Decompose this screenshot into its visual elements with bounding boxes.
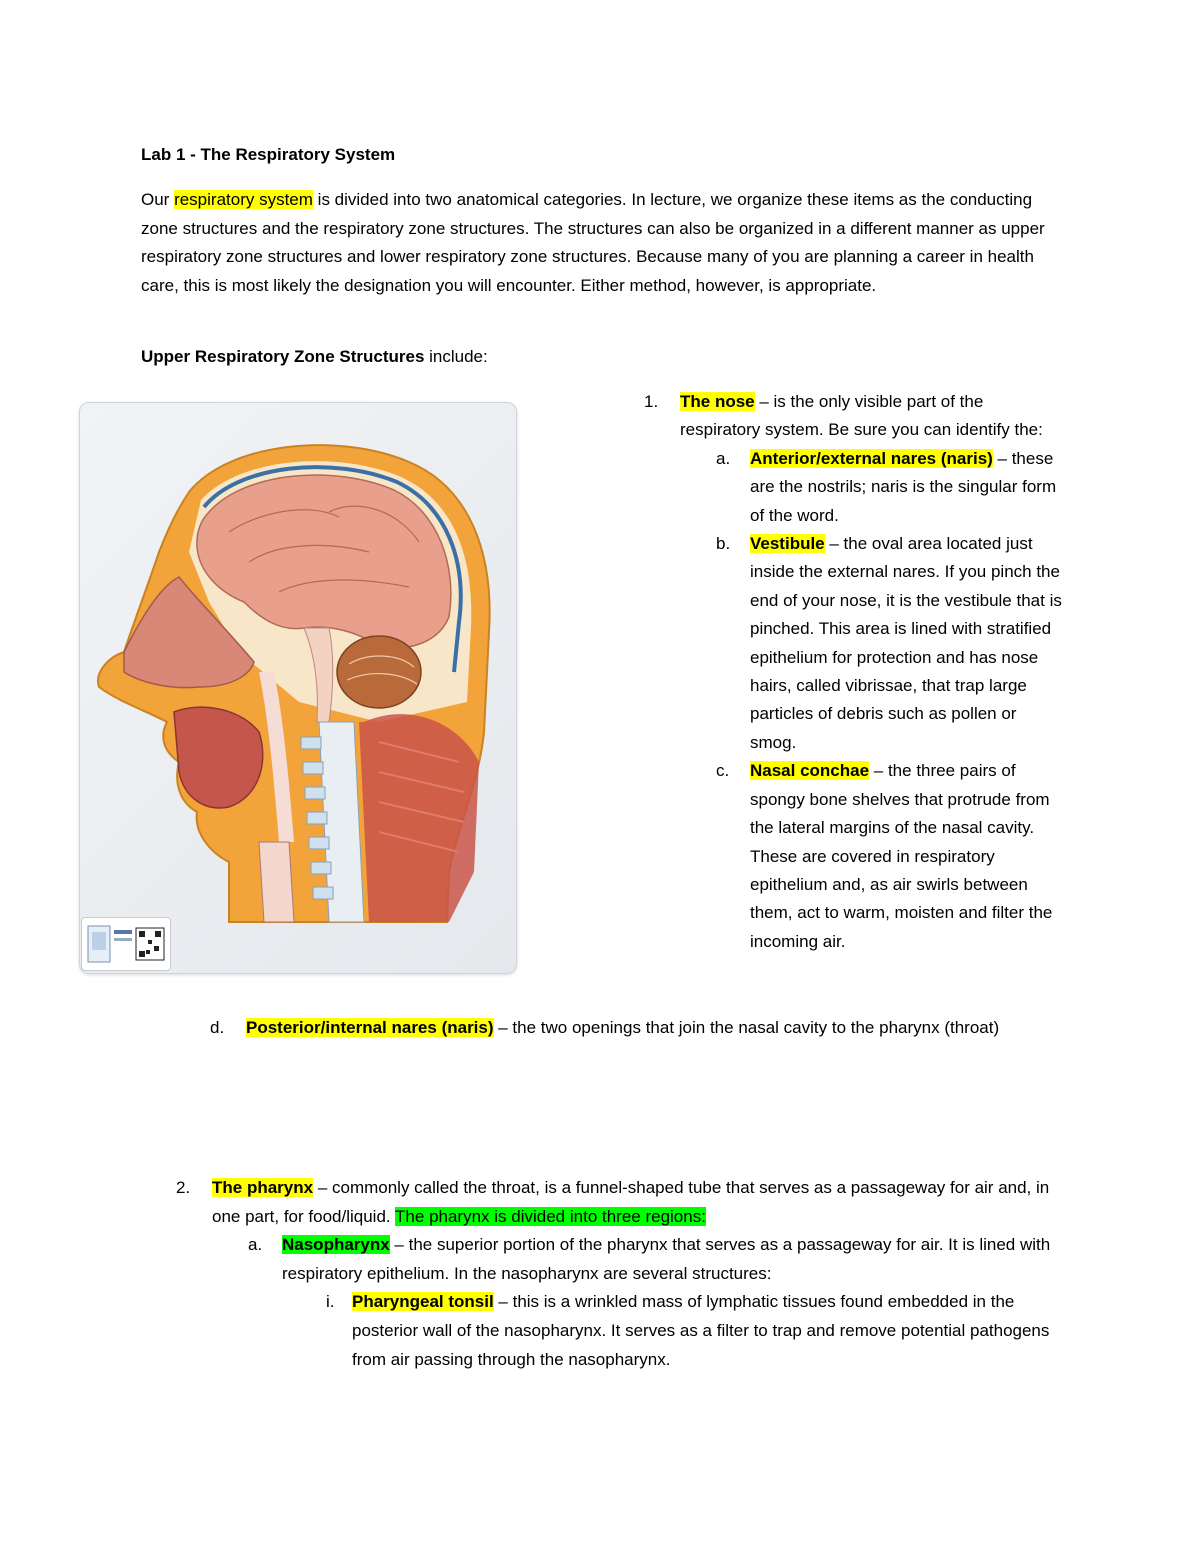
intro-highlight: respiratory system xyxy=(174,190,313,209)
section-heading-rest: include: xyxy=(424,347,488,366)
section-heading-bold: Upper Respiratory Zone Structures xyxy=(141,347,425,366)
sub-item-a-term: Anterior/external nares (naris) xyxy=(750,448,993,468)
item-2-term: The pharynx xyxy=(212,1178,314,1197)
item-1-row xyxy=(644,388,1064,445)
sagittal-head-model-icon xyxy=(79,402,515,972)
item-1-term: The nose xyxy=(680,392,755,411)
item-2-text: – commonly called the throat, is a funnel-shaped tube that serves as a passageway for air and, in one part, for food/liquid. xyxy=(212,1178,1050,1226)
sub-item-c xyxy=(644,757,1064,956)
qr-badge xyxy=(81,917,171,971)
sub-item-d-text: – the two openings that join the nasal cavity to the pharynx (throat) xyxy=(493,1018,1000,1037)
section-heading xyxy=(141,347,488,367)
pharyngeal-tonsil-text: – this is a wrinkled mass of lymphatic tissues found embedded in the posterior wall of the nasopharynx. It serves as a filter to trap and remove potential pathogens from air passing through the nasopharynx. xyxy=(352,1292,1050,1369)
sub-item-c-text: – the three pairs of spongy bone shelves that protrude from the lateral margins of the nasal cavity. These are covered in respiratory epithelium and, as air swirls between them, act to warm, moisten and filter the incoming air. xyxy=(750,761,1053,951)
page-title: Lab 1 - The Respiratory System xyxy=(141,145,396,164)
sub-item-a-marker: a. xyxy=(716,448,731,468)
sub-item-b-term: Vestibule xyxy=(750,534,825,554)
item-1-text: – is the only visible part of the respiratory system. Be sure you can identify the: xyxy=(680,392,1043,440)
pharyngeal-tonsil-marker: i. xyxy=(326,1292,335,1312)
item-2-pharynx xyxy=(176,1174,1076,1374)
sub-item-b xyxy=(644,530,1064,757)
item-2-green-highlight: The pharynx is divided into three regions: xyxy=(395,1206,706,1226)
intro-before: Our xyxy=(141,190,175,209)
cerebellum xyxy=(337,636,421,708)
item-2-row xyxy=(176,1174,1076,1231)
item-1-nose xyxy=(644,388,1064,956)
nasopharynx-item xyxy=(176,1231,1076,1288)
intro-paragraph xyxy=(141,186,1071,300)
sub-item-b-text: – the oval area located just inside the external nares. If you pinch the end of your nose, it is the vestibule that is pinched. This area is lined with stratified epithelium for protection and has nose hairs, called vibrissae, that trap large particles of debris such as pollen or smog. xyxy=(750,534,1062,752)
larynx xyxy=(259,842,294,922)
head-model-figure xyxy=(79,402,515,972)
sub-item-c-term: Nasal conchae xyxy=(750,761,870,781)
tongue xyxy=(174,707,263,808)
intro-after: is divided into two anatomical categories. In lecture, we organize these items as the conducting zone structures and the respiratory zone structures. The structures can also be organized in a different manner as upper respiratory zone structures and lower respiratory zone structures. Because many of you are planning a career in health care, this is most likely the designation you will encounter. Either method, however, is appropriate. xyxy=(141,190,1045,295)
nasopharynx-text: – the superior portion of the pharynx that serves as a passageway for air. It is lined with respiratory epithelium. In the nasopharynx are several structures: xyxy=(282,1235,1051,1283)
nasopharynx-marker: a. xyxy=(248,1235,263,1255)
pharyngeal-tonsil-term: Pharyngeal tonsil xyxy=(352,1292,494,1312)
nasopharynx-term: Nasopharynx xyxy=(282,1235,390,1255)
sub-item-a xyxy=(644,445,1064,530)
sub-item-d xyxy=(210,1014,1066,1043)
sub-item-d-marker: d. xyxy=(210,1018,225,1037)
item-2-marker: 2. xyxy=(176,1178,191,1197)
sub-item-d-term: Posterior/internal nares (naris) xyxy=(246,1018,494,1037)
sub-item-c-marker: c. xyxy=(716,761,730,781)
item-1-marker: 1. xyxy=(644,392,659,411)
sub-item-b-marker: b. xyxy=(716,534,731,554)
neck-muscle xyxy=(359,714,479,922)
sub-item-a-text: – these are the nostrils; naris is the singular form of the word. xyxy=(750,448,1057,525)
qr-code-icon xyxy=(82,918,170,970)
pharyngeal-tonsil-item xyxy=(176,1288,1076,1374)
